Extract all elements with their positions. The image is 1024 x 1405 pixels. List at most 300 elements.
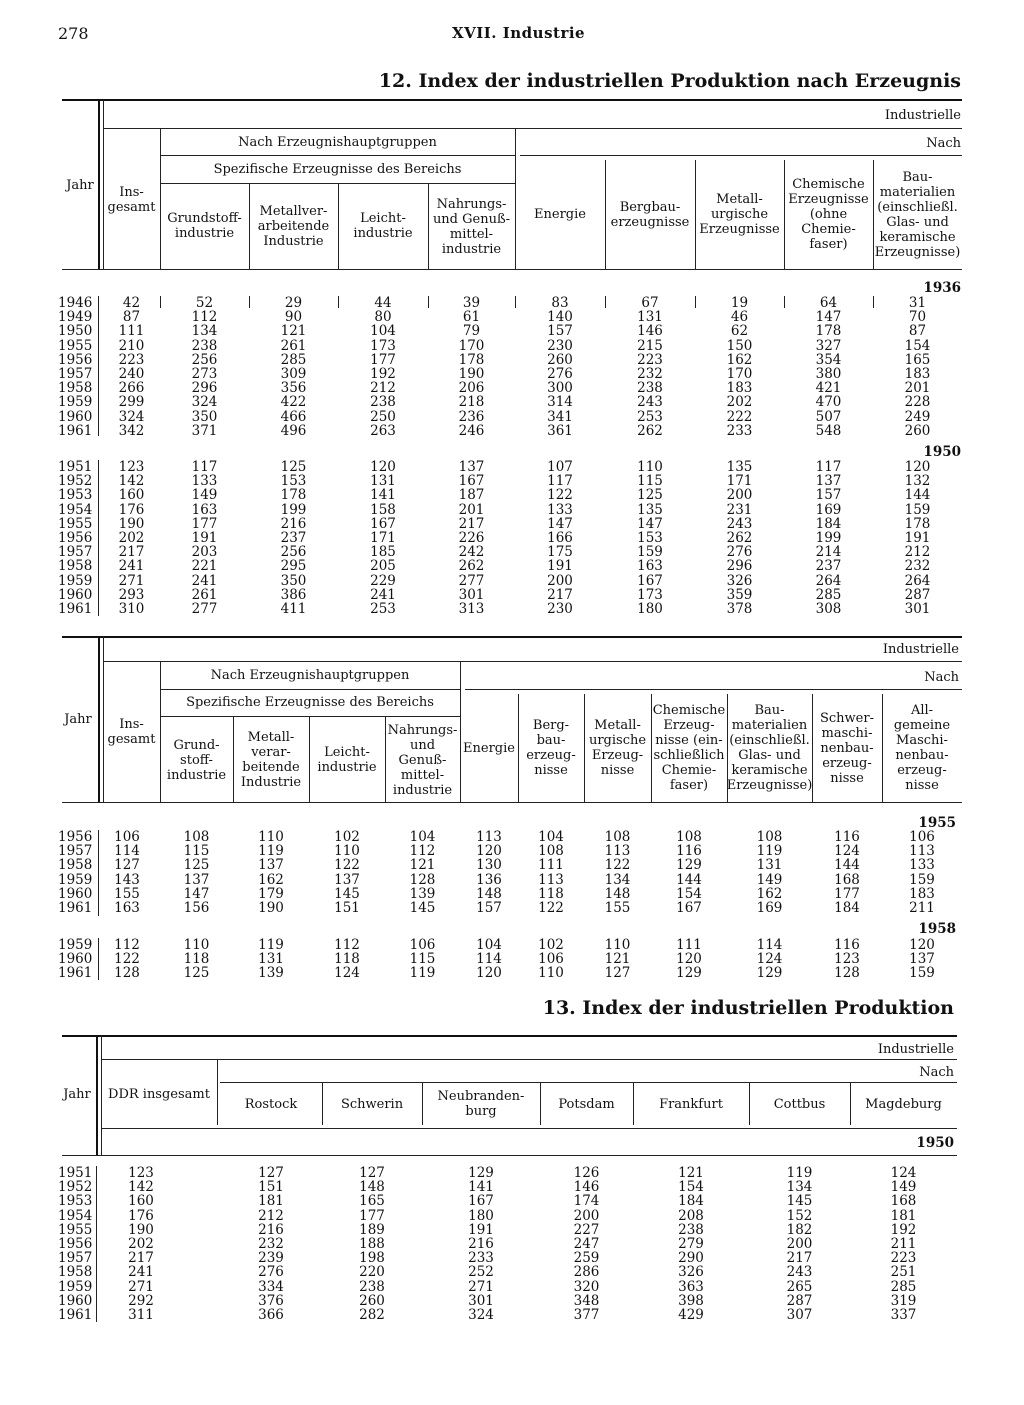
table-cell: 137 [909,951,935,968]
table-cell: 276 [726,544,753,561]
table-cell: 120 [370,459,396,475]
table-cell: 126 [573,1165,600,1181]
table-cell: 232 [904,558,931,575]
table-cell: 80 [374,309,392,326]
table-cell: 46 [730,309,749,326]
table-cell: 129 [468,1165,494,1181]
table-cell: 216 [280,515,307,532]
table-cell: 350 [191,408,218,425]
table-cell: 44 [374,295,392,311]
table-cell: 260 [904,422,931,439]
table-cell: 232 [258,1236,284,1253]
table-cell: 153 [280,473,307,490]
table-cell: 155 [114,885,140,902]
rule [98,460,99,616]
table-cell: 29 [284,295,303,311]
data-column [101,1166,181,1322]
table-cell: 199 [280,501,307,518]
table-cell: 119 [409,965,436,982]
table-cell: 507 [815,408,842,425]
rule [98,296,99,436]
table-cell: 119 [786,1165,813,1181]
table-cell: 191 [191,530,218,547]
table-cell: 250 [370,408,396,425]
table-cell: 262 [637,422,663,439]
table-cell: 296 [726,558,753,575]
table-cell: 133 [909,857,935,874]
table-cell: 226 [458,530,485,547]
table-cell: 110 [258,829,284,845]
table-cell: 155 [604,900,631,917]
table-cell: 199 [815,530,842,547]
table-cell: 228 [904,394,931,411]
data-column [882,938,962,981]
table-cell: 334 [258,1278,284,1295]
table-cell: 114 [114,843,140,860]
table-cell: 108 [676,829,702,845]
table-cell: 137 [334,871,360,888]
column-header-magdeburg: Magdeburg [865,1096,942,1112]
table-cell: 341 [547,408,573,425]
table-cell: 106 [909,829,935,845]
table-cell: 162 [258,871,284,888]
table-cell: 120 [476,843,502,860]
rule [62,1035,957,1037]
table-cell: 122 [114,951,140,968]
header-nach: Nach [926,136,961,151]
table-cell: 176 [118,501,145,518]
rule [220,1082,957,1083]
header-nach: Nach [924,670,959,685]
table-cell: 113 [909,843,935,860]
header-nach-erzeugnishauptgruppen: Nach Erzeugnishauptgruppen [238,134,437,150]
table-cell: 120 [476,965,502,982]
table-cell: 167 [468,1193,494,1210]
column-header-insgesamt: Ins- gesamt [107,185,156,215]
table-cell: 241 [191,572,218,589]
table-cell: 313 [458,601,485,618]
table-cell: 177 [834,885,860,902]
data-column [633,1166,749,1322]
table-cell: 137 [183,871,210,888]
table-cell: 151 [258,1179,284,1196]
table-cell: 240 [118,366,145,383]
table-cell: 266 [118,380,145,397]
table-cell: 171 [370,530,396,547]
table-cell: 159 [909,871,935,888]
table-cell: 42 [122,295,141,311]
rule [98,99,100,269]
table-cell: 141 [370,487,396,504]
data-column [651,938,727,981]
data-column [584,830,651,915]
table-cell: 131 [637,309,663,326]
table-cell: 139 [258,965,284,982]
table-cell: 127 [604,965,631,982]
table-cell: 243 [637,394,663,411]
table-cell: 117 [547,473,573,490]
table-cell: 104 [538,829,564,845]
data-column [540,1166,633,1322]
data-column [695,460,784,616]
table-cell: 183 [909,885,935,902]
table-cell: 256 [280,544,307,561]
data-column [515,296,605,438]
table-cell: 154 [904,337,931,354]
header-nach: Nach [919,1065,954,1080]
table-cell: 180 [468,1207,494,1224]
data-column [428,460,515,616]
table-cell: 104 [409,829,436,845]
table-cell: 158 [370,501,396,518]
table-cell: 117 [815,459,842,475]
table-cell: 130 [476,857,502,874]
table-cell: 112 [114,937,140,953]
table-cell: 167 [458,473,485,490]
table-cell: 111 [538,857,564,874]
table-cell: 202 [726,394,753,411]
table-cell: 295 [280,558,307,575]
base-year: 1950 [923,444,961,460]
data-column [103,296,160,438]
column-header-nahrungs-genussmittel: Nahrungs- und Genuß- mittel- industrie [432,197,511,257]
table-cell: 110 [538,965,564,982]
data-column [727,830,812,915]
table-cell: 216 [468,1236,494,1253]
table-cell: 121 [280,323,307,340]
table-cell: 140 [547,309,573,326]
table-cell: 223 [118,351,145,368]
table-cell: 363 [678,1278,704,1295]
table-cell: 320 [573,1278,600,1295]
table-cell: 190 [128,1221,154,1238]
table-cell: 271 [128,1278,154,1295]
table-cell: 110 [637,459,663,475]
table-cell: 241 [128,1264,154,1281]
table-cell: 147 [815,309,842,326]
table-cell: 287 [904,586,931,603]
table-cell: 104 [370,323,396,340]
rule [520,155,962,156]
column-header-jahr: Jahr [63,1086,91,1102]
table-cell: 112 [191,309,218,326]
table-cell: 190 [118,515,145,532]
column-header-cottbus: Cottbus [773,1096,826,1112]
table-cell: 217 [128,1250,154,1267]
table-cell: 102 [334,829,360,845]
table-cell: 285 [815,586,842,603]
data-column [309,830,385,915]
table-cell: 154 [676,885,702,902]
table-cell: 188 [359,1236,385,1253]
table-cell: 177 [370,351,396,368]
table-cell: 157 [547,323,573,340]
table-cell: 62 [730,323,749,340]
table-cell: 211 [909,900,935,917]
base-year: 1936 [923,280,961,296]
table-cell: 178 [458,351,485,368]
table-cell: 142 [118,473,145,490]
table-cell: 123 [118,459,145,475]
table-cell: 276 [258,1264,284,1281]
table-cell: 380 [815,366,842,383]
table-cell: 184 [834,900,860,917]
table-cell: 125 [637,487,663,504]
table-cell: 125 [183,965,210,982]
table-cell: 148 [359,1179,385,1196]
table-cell: 119 [258,937,284,953]
table-cell: 252 [468,1264,494,1281]
column-header-jahr: Jahr [64,711,92,727]
data-column [850,1166,957,1322]
table-cell: 324 [191,394,218,411]
table-cell: 177 [191,515,218,532]
table-cell: 110 [334,843,360,860]
table-cell: 301 [904,601,931,618]
data-column [460,830,518,915]
header-industrielle: Industrielle [882,642,959,657]
table-cell: 52 [195,295,214,311]
table-cell: 264 [904,572,931,589]
table-cell: 134 [604,871,631,888]
table-cell: 217 [458,515,485,532]
table-cell: 144 [904,487,931,504]
column-header-metallurgische-erzeugnisse: Metall- urgische Erzeugnisse [699,192,780,237]
table-cell: 119 [756,843,783,860]
table-cell: 300 [547,380,573,397]
table-cell: 271 [118,572,145,589]
table-cell: 293 [118,586,145,603]
table-cell: 160 [118,487,145,504]
table-cell: 90 [284,309,303,326]
table-cell: 261 [280,337,307,354]
data-column [322,1166,422,1322]
column-header-insgesamt: Ins- gesamt [107,717,156,747]
table-cell: 87 [122,309,141,326]
table-cell: 139 [409,885,436,902]
table-cell: 128 [834,965,860,982]
table-cell: 83 [551,295,569,311]
table-cell: 217 [547,586,573,603]
rule [160,155,515,156]
table-cell: 134 [191,323,218,340]
table-cell: 253 [370,601,396,618]
table-cell: 239 [258,1250,284,1267]
table-cell: 200 [547,572,573,589]
rule [98,636,100,802]
table-cell: 147 [637,515,663,532]
data-column [727,938,812,981]
table-cell: 106 [409,937,436,953]
table-cell: 128 [114,965,140,982]
table-cell: 376 [258,1292,284,1309]
table-cell: 253 [637,408,663,425]
table-cell: 148 [476,885,502,902]
table-cell: 191 [468,1221,494,1238]
column-header-metallurgische-erzeugnisse: Metall- urgische Erzeug- nisse [588,718,647,778]
table-cell: 113 [538,871,564,888]
column-header-baumaterialien: Bau- materialien (einschließl. Glas- und keramische Erzeugnisse) [874,169,961,260]
data-column [784,460,873,616]
table-cell: 111 [118,323,145,340]
column-header-rostock: Rostock [244,1096,298,1112]
table-13-title: 13. Index der industriellen Produktion [542,997,954,1019]
year-column: 1951 1952 1953 1954 1955 1956 1957 1958 1959 1960 1961 [58,459,93,618]
table-cell: 127 [114,857,140,874]
table-cell: 157 [815,487,842,504]
data-column [812,830,882,915]
table-cell: 308 [815,601,842,618]
column-header-potsdam: Potsdam [558,1096,615,1112]
data-column [220,1166,322,1322]
rule [98,830,99,916]
table-cell: 141 [468,1179,494,1196]
column-header-grundstoffindustrie: Grund- stoff- industrie [166,737,227,783]
table-cell: 429 [678,1307,704,1324]
table-cell: 136 [476,871,502,888]
table-cell: 191 [904,530,931,547]
rule [98,938,99,980]
table-cell: 133 [547,501,573,518]
column-header-leichtindustrie: Leicht- industrie [353,211,413,241]
rule [62,99,962,101]
table-cell: 124 [890,1165,917,1181]
table-cell: 263 [370,422,396,439]
table-cell: 123 [128,1165,154,1181]
table-cell: 217 [118,544,145,561]
table-cell: 378 [726,601,753,618]
data-column [103,460,160,616]
rule [101,1128,957,1129]
header-spezifische-erzeugnisse: Spezifische Erzeugnisse des Bereichs [186,695,434,710]
table-cell: 67 [641,295,659,311]
table-cell: 163 [114,900,140,917]
data-column [428,296,515,438]
table-cell: 167 [637,572,663,589]
table-cell: 183 [726,380,753,397]
table-cell: 150 [726,337,753,354]
table-cell: 271 [468,1278,494,1295]
rule [96,1166,97,1322]
data-column [518,938,584,981]
table-cell: 170 [458,337,485,354]
data-column [749,1166,850,1322]
table-cell: 124 [756,951,783,968]
table-cell: 115 [183,843,210,860]
table-cell: 261 [191,586,218,603]
table-cell: 201 [458,501,485,518]
table-cell: 192 [890,1221,917,1238]
table-cell: 276 [547,366,573,383]
table-cell: 342 [118,422,145,439]
column-header-nahrungs-genussmittel: Nahrungs- und Genuß- mittel- industrie [387,722,458,798]
data-column [338,460,428,616]
table-cell: 115 [409,951,436,968]
table-cell: 116 [834,937,860,953]
table-cell: 19 [730,295,749,311]
table-cell: 61 [462,309,481,326]
table-cell: 176 [128,1207,154,1224]
table-cell: 121 [604,951,631,968]
table-cell: 107 [547,459,573,475]
table-cell: 178 [815,323,842,340]
header-industrielle: Industrielle [884,108,961,123]
table-cell: 106 [114,829,140,845]
table-cell: 371 [191,422,218,439]
data-column [812,938,882,981]
column-header-baumaterialien: Bau- materialien (einschließl. Glas- und keramische Erzeugnisse) [726,703,813,793]
table-cell: 386 [280,586,307,603]
table-cell: 108 [756,829,783,845]
table-cell: 159 [904,501,931,518]
table-cell: 222 [726,408,753,425]
table-cell: 121 [409,857,436,874]
column-header-chemische-erzeugnisse: Chemische Erzeugnisse (ohne Chemie- faser) [788,177,869,252]
data-column [103,830,151,915]
table-cell: 144 [834,857,860,874]
table-cell: 282 [359,1307,385,1324]
column-header-grundstoffindustrie: Grundstoff- industrie [167,211,242,241]
rule [101,1059,957,1060]
data-column [605,460,695,616]
table-cell: 113 [476,829,502,845]
table-cell: 230 [547,601,573,618]
table-cell: 187 [458,487,485,504]
table-cell: 327 [815,337,842,354]
table-cell: 170 [726,366,753,383]
table-cell: 311 [128,1307,154,1324]
header-industrielle: Industrielle [877,1042,954,1057]
table-cell: 183 [904,366,931,383]
table-cell: 324 [468,1307,494,1324]
data-column [651,830,727,915]
data-column [103,938,151,981]
table-cell: 106 [538,951,564,968]
table-cell: 309 [280,366,307,383]
table-cell: 133 [191,473,218,490]
data-column [233,938,309,981]
rule [103,661,962,662]
table-cell: 173 [637,586,663,603]
table-cell: 116 [676,843,702,860]
table-cell: 159 [909,965,935,982]
table-cell: 184 [678,1193,704,1210]
table-cell: 205 [370,558,396,575]
table-cell: 110 [183,937,210,953]
table-cell: 173 [370,337,396,354]
table-cell: 87 [908,323,927,340]
data-column [160,460,249,616]
table-cell: 307 [786,1307,813,1324]
table-cell: 337 [890,1307,917,1324]
table-cell: 260 [547,351,573,368]
table-cell: 191 [547,558,573,575]
table-cell: 122 [604,857,631,874]
table-cell: 398 [678,1292,704,1309]
rule [62,269,962,270]
data-column [518,830,584,915]
table-cell: 70 [908,309,927,326]
table-cell: 301 [458,586,485,603]
table-cell: 167 [370,515,396,532]
table-cell: 149 [756,871,783,888]
table-cell: 167 [676,900,702,917]
base-year: 1955 [918,815,956,831]
table-cell: 238 [370,394,396,411]
table-cell: 262 [726,530,753,547]
table-cell: 120 [909,937,935,953]
data-column [385,830,460,915]
